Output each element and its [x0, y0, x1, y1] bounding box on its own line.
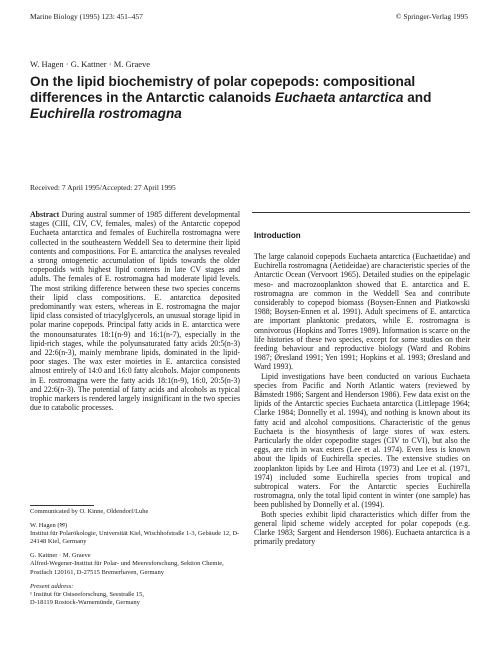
footnote-divider	[30, 505, 94, 506]
author-address-bremerhaven: Alfred-Wegener-Institut für Polar- und Meeresforschung, Sektion Chemie, Postfach 120161, D-27515 Bremerhaven, Germany	[30, 560, 224, 576]
introduction-heading: Introduction	[254, 231, 301, 240]
abstract-label: Abstract	[30, 210, 60, 219]
author-address-kiel: Institut für Polarökologie, Universität Kiel, Wischhofstraße 1-3, Gebäude 12, D-24148 Kiel, Germany	[30, 530, 240, 546]
communicated-by: Communicated by O. Kinne, Oldendorf/Luhe	[30, 508, 149, 515]
abstract-text: During austral summer of 1985 different developmental stages (CIII, CIV, CV, females, males) of the Antarctic copepod Euchaeta antarctica and females of Euchirella rostromagna were collected in the southeastern Weddell Sea to determine their lipid contents and compositions. For E. antarctica the analyses revealed a strong ontogenetic accumulation of lipids towards the older copepodids with highest lipid contents in late CV stages and adults. The females of E. rostromagna had moderate lipid levels. The most striking difference between these two species concerns their lipid class compositions. E. antarctica deposited predominantly wax esters, whereas in E. rostromagna the major lipid class consisted of triacylglycerols, an unusual storage lipid in polar marine copepods. Principal fatty acids in E. antarctica were the monounsaturates 18:1(n-9) and 16:1(n-7), especially in the lipid-rich stages, while the polyunsaturated fatty acids 20:5(n-3) and 22:6(n-3), mainly membrane lipids, dominated in the lipid-poor stages. The wax ester moieties in E. antarctica consisted almost entirely of 14:0 and 16:0 fatty alcohols. Major components in E. rostromagna were the fatty acids 18:1(n-9), 16:0, 20:5(n-3) and 22:6(n-3). The potential of fatty acids and alcohols as typical trophic markers is rendered largely insignificant in the two species due to catabolic processes.	[30, 210, 240, 413]
title-conjunction: and	[403, 90, 432, 105]
coauthors: G. Kattner · M. Graeve	[30, 552, 91, 560]
title-text: On the lipid biochemistry of polar copepods: compositional differences in the Antarctic calanoids	[30, 74, 416, 105]
running-header	[30, 12, 468, 21]
present-address-label: Present address:	[30, 582, 74, 590]
section-divider	[252, 212, 470, 213]
received-dates: Received: 7 April 1995/Accepted: 27 April 1995	[30, 183, 176, 192]
present-address-line-2: D-18119 Rostock-Warnemünde, Germany	[30, 598, 140, 606]
introduction-paragraph: Lipid investigations have been conducted on various Euchaeta species from Pacific and North Atlantic waters (reviewed by Båmstedt 1986; Sargent and Henderson 1986). Few data exist on the lipids of the Antarctic species Euchaeta antarctica (Littlepage 1964; Clarke 1984; Donnelly et al. 1994), and nothing is known about its fatty acid and alcohol compositions. Characteristic of the genus Euchaeta is the biosynthesis of large stores of wax esters. Particularly the older copepodite stages (CIV to CVI), but also the eggs, are rich in wax esters (Lee et al. 1974). Even less is known about the lipids of Euchirella species. The extensive studies on zooplankton lipids by Lee and Hirota (1973) and Lee et al. (1971, 1974) included some Euchirella species from tropical and subtropical waters. For the Antarctic species Euchirella rostromagna, only the total lipid content in winter (one sample) has been published by Donnelly et al. (1994).	[254, 371, 470, 510]
author-list: W. Hagen · G. Kattner · M. Graeve	[30, 59, 151, 69]
title-species-2: Euchirella rostromagna	[30, 106, 182, 121]
journal-reference: Marine Biology (1995) 123: 451–457	[30, 12, 143, 21]
article-title	[30, 74, 476, 122]
introduction-body	[254, 252, 470, 547]
present-address-line-1: ¹ Institut für Ostseeforschung, Seestraße 15,	[30, 590, 145, 598]
title-species-1: Euchaeta antarctica	[275, 90, 404, 105]
corresponding-author: W. Hagen (✉)	[30, 522, 68, 530]
introduction-paragraph: The large calanoid copepods Euchaeta antarctica (Euchaetidae) and Euchirella rostromagna (Aetideidae) are characteristic species of the Antarctic Ocean (Vervoort 1965). Detailed studies on the epipelagic meso- and macrozooplankton showed that E. antarctica and E. rostromagna are common in the Weddell Sea and contribute considerably to copepod biomass (Boysen-Ennen and Piatkowski 1988; Boysen-Ennen et al. 1991). Adult specimens of E. antarctica are important planktonic predators, while E. rostromagna is omnivorous (Hopkins and Torres 1989). Information is scarce on the life histories of these two species, except for some studies on their feeding behaviour and reproductive biology (Ward and Robins 1987; Øresland 1991; Yen 1991; Hopkins et al. 1993; Øresland and Ward 1993).	[254, 252, 470, 372]
author-notes	[30, 508, 242, 607]
introduction-paragraph: Both species exhibit lipid characteristics which differ from the general lipid scheme widely accepted for polar copepods (e.g. Clarke 1983; Sargent and Henderson 1986). Euchaeta antarctica is a primarily predatory	[254, 509, 470, 547]
abstract	[30, 210, 240, 412]
copyright-notice: © Springer-Verlag 1995	[395, 12, 468, 21]
